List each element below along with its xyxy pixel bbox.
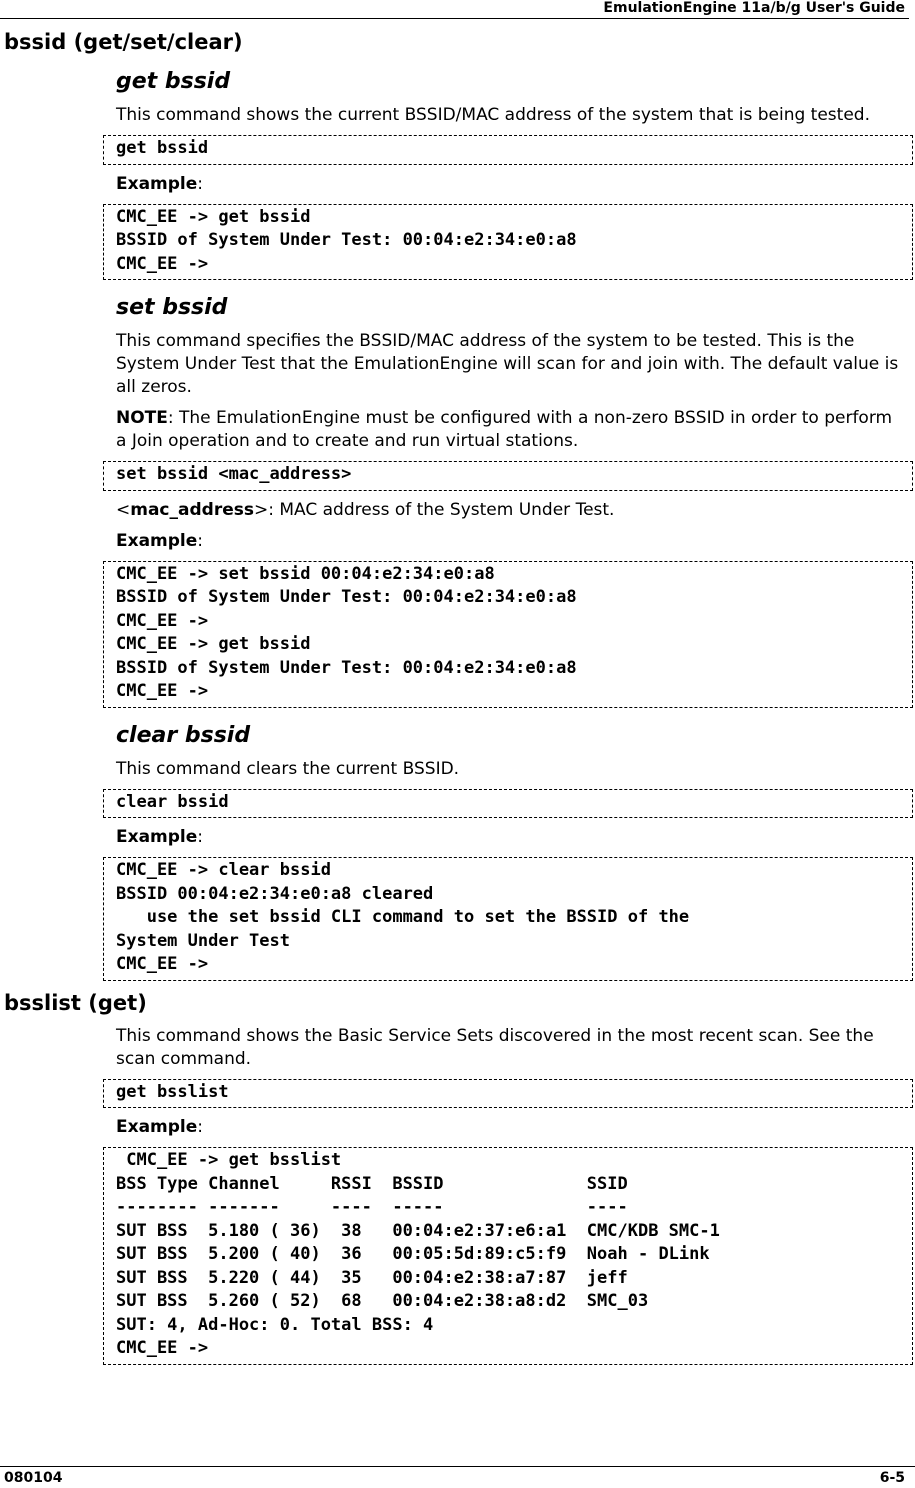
document-date: 080104 bbox=[4, 1470, 63, 1486]
clear-bssid-example: CMC_EE -> clear bssid BSSID 00:04:e2:34:e0:a8 cleared use the set bssid CLI command to set the BSSID of the System Under Test CMC_EE -> bbox=[103, 857, 913, 981]
example-label-text: Example bbox=[116, 530, 198, 551]
param-name: mac_address bbox=[130, 499, 254, 520]
bsslist-description: This command shows the Basic Service Sets discovered in the most recent scan. See the scan command. bbox=[116, 1025, 874, 1069]
colon: : bbox=[197, 173, 204, 194]
page-number: 6-5 bbox=[879, 1470, 905, 1486]
note-text: : The EmulationEngine must be configured with a non-zero BSSID in order to perform a Join operation and to create and run virtual stations. bbox=[116, 408, 893, 451]
clear-bssid-description: This command clears the current BSSID. bbox=[116, 758, 460, 779]
colon: : bbox=[197, 1117, 204, 1137]
example-label-text: Example bbox=[116, 1117, 198, 1137]
subheading-get-bssid: get bssid bbox=[116, 69, 231, 94]
subheading-clear-bssid: clear bssid bbox=[116, 722, 251, 748]
param-close: > bbox=[253, 499, 269, 520]
mac-address-param bbox=[116, 499, 905, 522]
get-bssid-description: This command shows the current BSSID/MAC address of the system that is being tested. bbox=[116, 105, 870, 125]
set-bssid-note bbox=[116, 407, 905, 453]
subheading-set-bssid: set bssid bbox=[116, 295, 228, 320]
bsslist-example: CMC_EE -> get bsslist BSS Type Channel RSSI BSSID SSID -------- ------- ---- ----- ---- SUT BSS 5.180 ( 36) 38 00:04:e2:37:e6:a1 CMC/KDB SMC-1 SUT BSS 5.200 ( 40) 36 00:05:5d:89:c5:f9 Noah - DLink SUT BSS 5.220 ( 44) 35 00:04:e2:38:a7:87 jeff SUT BSS 5.260 ( 52) 68 00:04:e2:38:a8:d2 SMC_03 SUT: 4, Ad-Hoc: 0. Total BSS: 4 CMC_EE -> bbox=[103, 1147, 913, 1365]
set-bssid-description: This command specifies the BSSID/MAC address of the system to be tested. This is the System Under Test that the EmulationEngine will scan for and join with. The default value is all zeros. bbox=[116, 331, 899, 397]
example-label bbox=[116, 530, 905, 553]
example-label bbox=[116, 826, 905, 849]
page-header: EmulationEngine 11a/b/g User's Guide bbox=[0, 0, 909, 19]
section-title-bsslist: bsslist (get) bbox=[4, 990, 147, 1015]
example-label-text: Example bbox=[116, 173, 198, 194]
page-footer bbox=[0, 1466, 915, 1486]
example-label bbox=[116, 1116, 905, 1139]
clear-bssid-syntax: clear bssid bbox=[103, 789, 913, 819]
get-bssid-example: CMC_EE -> get bssid BSSID of System Under Test: 00:04:e2:34:e0:a8 CMC_EE -> bbox=[103, 204, 913, 281]
get-bssid-syntax: get bssid bbox=[103, 135, 913, 165]
bsslist-syntax: get bsslist bbox=[103, 1079, 913, 1109]
section-title-bssid: bssid (get/set/clear) bbox=[4, 30, 243, 54]
note-label: NOTE bbox=[116, 408, 168, 428]
example-label bbox=[116, 173, 905, 196]
set-bssid-example: CMC_EE -> set bssid 00:04:e2:34:e0:a8 BSSID of System Under Test: 00:04:e2:34:e0:a8 CMC_EE -> CMC_EE -> get bssid BSSID of System Under Test: 00:04:e2:34:e0:a8 CMC_EE -> bbox=[103, 561, 913, 708]
set-bssid-syntax: set bssid <mac_address> bbox=[103, 461, 913, 491]
colon: : bbox=[197, 530, 204, 551]
param-open: < bbox=[116, 499, 131, 520]
example-label-text: Example bbox=[116, 827, 198, 847]
param-desc: : MAC address of the System Under Test. bbox=[268, 499, 615, 520]
colon: : bbox=[197, 827, 204, 847]
page-content bbox=[0, 28, 915, 1373]
